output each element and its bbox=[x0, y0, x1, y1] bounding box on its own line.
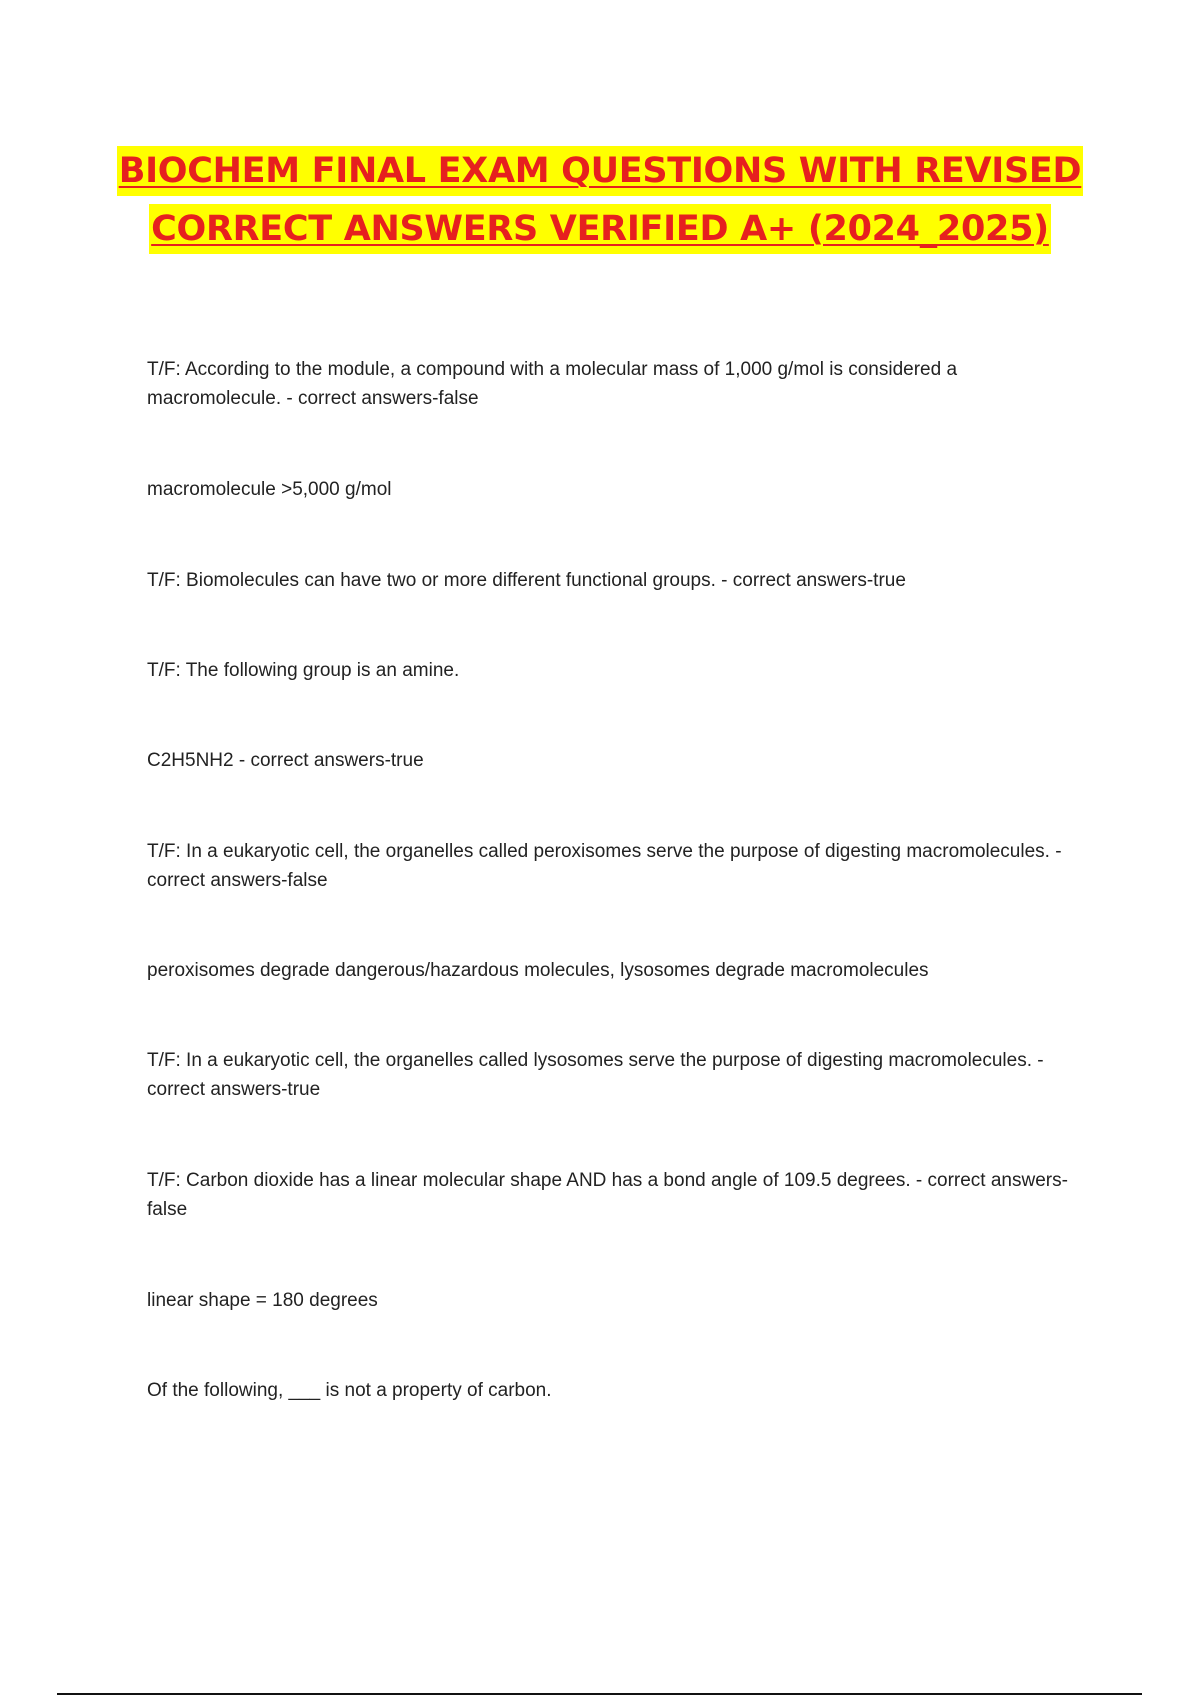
document-title bbox=[0, 146, 1200, 254]
answer-note-4: peroxisomes degrade dangerous/hazardous molecules, lysosomes degrade macromolecules bbox=[147, 960, 929, 981]
question-1: T/F: According to the module, a compound with a molecular mass of 1,000 g/mol is considered a macromolecule. - correct answers-false bbox=[147, 359, 958, 409]
answer-note-6: linear shape = 180 degrees bbox=[147, 1290, 378, 1311]
title-line-2: CORRECT ANSWERS VERIFIED A+ (2024_2025) bbox=[149, 204, 1051, 254]
question-7: Of the following, ___ is not a property of carbon. bbox=[147, 1380, 552, 1401]
question-4: T/F: In a eukaryotic cell, the organelles called peroxisomes serve the purpose of digesting macromolecules. - correct answers-false bbox=[147, 841, 1062, 891]
question-6: T/F: Carbon dioxide has a linear molecular shape AND has a bond angle of 109.5 degrees. - correct answers-false bbox=[147, 1170, 1068, 1220]
answer-note-1: macromolecule >5,000 g/mol bbox=[147, 479, 392, 500]
page-bottom-rule bbox=[57, 1693, 1142, 1695]
title-line-1: BIOCHEM FINAL EXAM QUESTIONS WITH REVISED bbox=[117, 146, 1084, 196]
question-3-formula: C2H5NH2 - correct answers-true bbox=[147, 750, 424, 771]
question-2: T/F: Biomolecules can have two or more different functional groups. - correct answers-true bbox=[147, 570, 906, 591]
question-5: T/F: In a eukaryotic cell, the organelles called lysosomes serve the purpose of digesting macromolecules. - correct answers-true bbox=[147, 1050, 1044, 1100]
question-3: T/F: The following group is an amine. bbox=[147, 660, 460, 681]
